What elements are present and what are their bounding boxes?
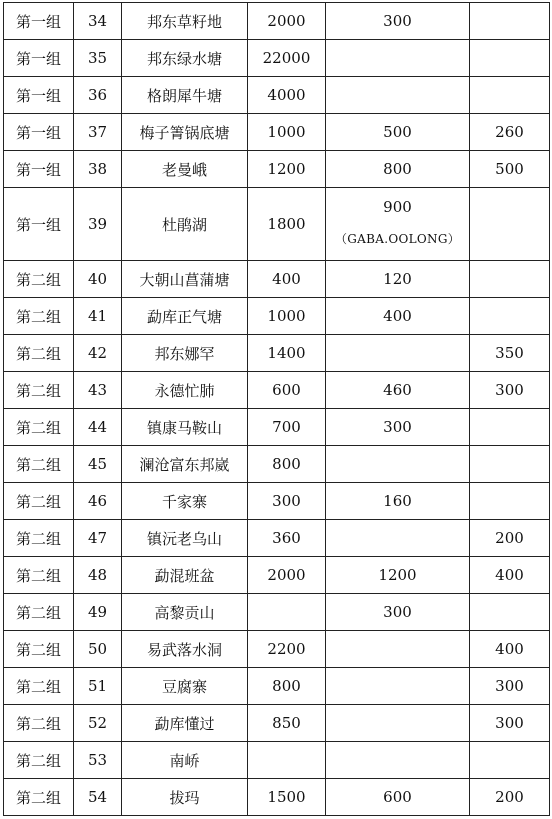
value1-cell: 1800 bbox=[248, 188, 326, 261]
name-cell: 大朝山菖蒲塘 bbox=[122, 261, 248, 298]
value3-cell: 500 bbox=[470, 151, 550, 188]
number-cell: 45 bbox=[74, 446, 122, 483]
value3-cell: 400 bbox=[470, 631, 550, 668]
value2-cell: 120 bbox=[326, 261, 470, 298]
value2-cell: 800 bbox=[326, 151, 470, 188]
table-row bbox=[4, 151, 550, 188]
number-cell: 38 bbox=[74, 151, 122, 188]
value1-cell: 1500 bbox=[248, 779, 326, 816]
number-cell: 39 bbox=[74, 188, 122, 261]
value2-cell: 160 bbox=[326, 483, 470, 520]
value2-cell bbox=[326, 631, 470, 668]
value2-cell bbox=[326, 668, 470, 705]
group-cell: 第二组 bbox=[4, 594, 74, 631]
group-cell: 第一组 bbox=[4, 188, 74, 261]
group-cell: 第二组 bbox=[4, 446, 74, 483]
group-cell: 第二组 bbox=[4, 298, 74, 335]
table-row bbox=[4, 594, 550, 631]
value1-cell: 600 bbox=[248, 372, 326, 409]
name-cell: 镇沅老乌山 bbox=[122, 520, 248, 557]
name-cell: 千家寨 bbox=[122, 483, 248, 520]
value2-cell: 460 bbox=[326, 372, 470, 409]
value3-cell: 200 bbox=[470, 520, 550, 557]
table-row bbox=[4, 779, 550, 816]
table-row bbox=[4, 557, 550, 594]
value3-cell bbox=[470, 40, 550, 77]
group-cell: 第二组 bbox=[4, 335, 74, 372]
group-cell: 第一组 bbox=[4, 77, 74, 114]
table-row bbox=[4, 483, 550, 520]
group-cell: 第二组 bbox=[4, 742, 74, 779]
name-cell: 邦东娜罕 bbox=[122, 335, 248, 372]
number-cell: 46 bbox=[74, 483, 122, 520]
table-row bbox=[4, 372, 550, 409]
value3-cell bbox=[470, 446, 550, 483]
value3-cell bbox=[470, 409, 550, 446]
value2-cell bbox=[326, 77, 470, 114]
group-cell: 第二组 bbox=[4, 779, 74, 816]
table-body bbox=[4, 3, 550, 816]
value2-cell: 300 bbox=[326, 409, 470, 446]
number-cell: 52 bbox=[74, 705, 122, 742]
name-cell: 易武落水洞 bbox=[122, 631, 248, 668]
value1-cell: 4000 bbox=[248, 77, 326, 114]
name-cell: 拔玛 bbox=[122, 779, 248, 816]
value2-cell bbox=[326, 520, 470, 557]
value2-text: 900 bbox=[383, 197, 412, 216]
group-cell: 第二组 bbox=[4, 483, 74, 520]
number-cell: 54 bbox=[74, 779, 122, 816]
value1-cell: 700 bbox=[248, 409, 326, 446]
value2-cell bbox=[326, 40, 470, 77]
group-cell: 第二组 bbox=[4, 705, 74, 742]
value2-cell: 300 bbox=[326, 594, 470, 631]
value1-cell: 2000 bbox=[248, 557, 326, 594]
value1-cell: 2000 bbox=[248, 3, 326, 40]
name-cell: 镇康马鞍山 bbox=[122, 409, 248, 446]
value1-cell bbox=[248, 742, 326, 779]
name-cell: 勐库懂过 bbox=[122, 705, 248, 742]
value3-cell bbox=[470, 77, 550, 114]
number-cell: 44 bbox=[74, 409, 122, 446]
value1-cell: 360 bbox=[248, 520, 326, 557]
number-cell: 47 bbox=[74, 520, 122, 557]
table-row bbox=[4, 77, 550, 114]
value2-cell bbox=[326, 705, 470, 742]
name-cell: 高黎贡山 bbox=[122, 594, 248, 631]
name-cell: 老曼峨 bbox=[122, 151, 248, 188]
value3-cell: 300 bbox=[470, 705, 550, 742]
name-cell: 格朗犀牛塘 bbox=[122, 77, 248, 114]
table-row bbox=[4, 668, 550, 705]
name-cell: 澜沧富东邦崴 bbox=[122, 446, 248, 483]
value3-cell bbox=[470, 594, 550, 631]
group-cell: 第一组 bbox=[4, 114, 74, 151]
value1-cell: 400 bbox=[248, 261, 326, 298]
value3-cell bbox=[470, 3, 550, 40]
group-cell: 第二组 bbox=[4, 668, 74, 705]
value2-cell bbox=[326, 742, 470, 779]
value1-cell: 850 bbox=[248, 705, 326, 742]
value3-cell: 200 bbox=[470, 779, 550, 816]
value1-cell: 800 bbox=[248, 668, 326, 705]
name-cell: 梅子箐锅底塘 bbox=[122, 114, 248, 151]
number-cell: 34 bbox=[74, 3, 122, 40]
value3-cell: 350 bbox=[470, 335, 550, 372]
table-row bbox=[4, 742, 550, 779]
group-cell: 第二组 bbox=[4, 557, 74, 594]
number-cell: 51 bbox=[74, 668, 122, 705]
name-cell: 邦东草籽地 bbox=[122, 3, 248, 40]
number-cell: 49 bbox=[74, 594, 122, 631]
value2-cell bbox=[326, 188, 470, 261]
table-row bbox=[4, 335, 550, 372]
number-cell: 37 bbox=[74, 114, 122, 151]
value2-cell: 400 bbox=[326, 298, 470, 335]
value1-cell: 1000 bbox=[248, 114, 326, 151]
value1-cell: 1400 bbox=[248, 335, 326, 372]
number-cell: 36 bbox=[74, 77, 122, 114]
name-cell: 勐库正气塘 bbox=[122, 298, 248, 335]
value3-cell: 260 bbox=[470, 114, 550, 151]
table-row bbox=[4, 188, 550, 261]
number-cell: 43 bbox=[74, 372, 122, 409]
number-cell: 53 bbox=[74, 742, 122, 779]
name-cell: 南峤 bbox=[122, 742, 248, 779]
value1-cell bbox=[248, 594, 326, 631]
value2-cell: 600 bbox=[326, 779, 470, 816]
number-cell: 40 bbox=[74, 261, 122, 298]
name-cell: 豆腐寨 bbox=[122, 668, 248, 705]
number-cell: 42 bbox=[74, 335, 122, 372]
value3-cell bbox=[470, 483, 550, 520]
value2-note: （GABA.OOLONG） bbox=[334, 231, 461, 246]
value3-cell bbox=[470, 188, 550, 261]
table-row bbox=[4, 261, 550, 298]
value2-cell bbox=[326, 335, 470, 372]
value2-cell: 1200 bbox=[326, 557, 470, 594]
value2-cell bbox=[326, 446, 470, 483]
value3-cell: 300 bbox=[470, 372, 550, 409]
table-row bbox=[4, 631, 550, 668]
number-cell: 48 bbox=[74, 557, 122, 594]
name-cell: 勐混班盆 bbox=[122, 557, 248, 594]
table-row bbox=[4, 705, 550, 742]
group-cell: 第二组 bbox=[4, 631, 74, 668]
table-row bbox=[4, 298, 550, 335]
table-row bbox=[4, 40, 550, 77]
number-cell: 50 bbox=[74, 631, 122, 668]
table-row bbox=[4, 520, 550, 557]
tea-origin-table bbox=[3, 2, 550, 816]
name-cell: 杜鹃湖 bbox=[122, 188, 248, 261]
name-cell: 邦东绿水塘 bbox=[122, 40, 248, 77]
group-cell: 第二组 bbox=[4, 261, 74, 298]
group-cell: 第二组 bbox=[4, 372, 74, 409]
value2-cell: 300 bbox=[326, 3, 470, 40]
group-cell: 第一组 bbox=[4, 40, 74, 77]
value3-cell bbox=[470, 298, 550, 335]
table-row bbox=[4, 409, 550, 446]
value3-cell bbox=[470, 261, 550, 298]
table-row bbox=[4, 446, 550, 483]
value1-cell: 300 bbox=[248, 483, 326, 520]
value3-cell: 300 bbox=[470, 668, 550, 705]
table-row bbox=[4, 3, 550, 40]
group-cell: 第一组 bbox=[4, 3, 74, 40]
group-cell: 第二组 bbox=[4, 409, 74, 446]
table-row bbox=[4, 114, 550, 151]
number-cell: 35 bbox=[74, 40, 122, 77]
group-cell: 第一组 bbox=[4, 151, 74, 188]
group-cell: 第二组 bbox=[4, 520, 74, 557]
value1-cell: 800 bbox=[248, 446, 326, 483]
value2-cell: 500 bbox=[326, 114, 470, 151]
value1-cell: 2200 bbox=[248, 631, 326, 668]
value3-cell bbox=[470, 742, 550, 779]
number-cell: 41 bbox=[74, 298, 122, 335]
name-cell: 永德忙肺 bbox=[122, 372, 248, 409]
value1-cell: 1200 bbox=[248, 151, 326, 188]
value1-cell: 1000 bbox=[248, 298, 326, 335]
value3-cell: 400 bbox=[470, 557, 550, 594]
value1-cell: 22000 bbox=[248, 40, 326, 77]
